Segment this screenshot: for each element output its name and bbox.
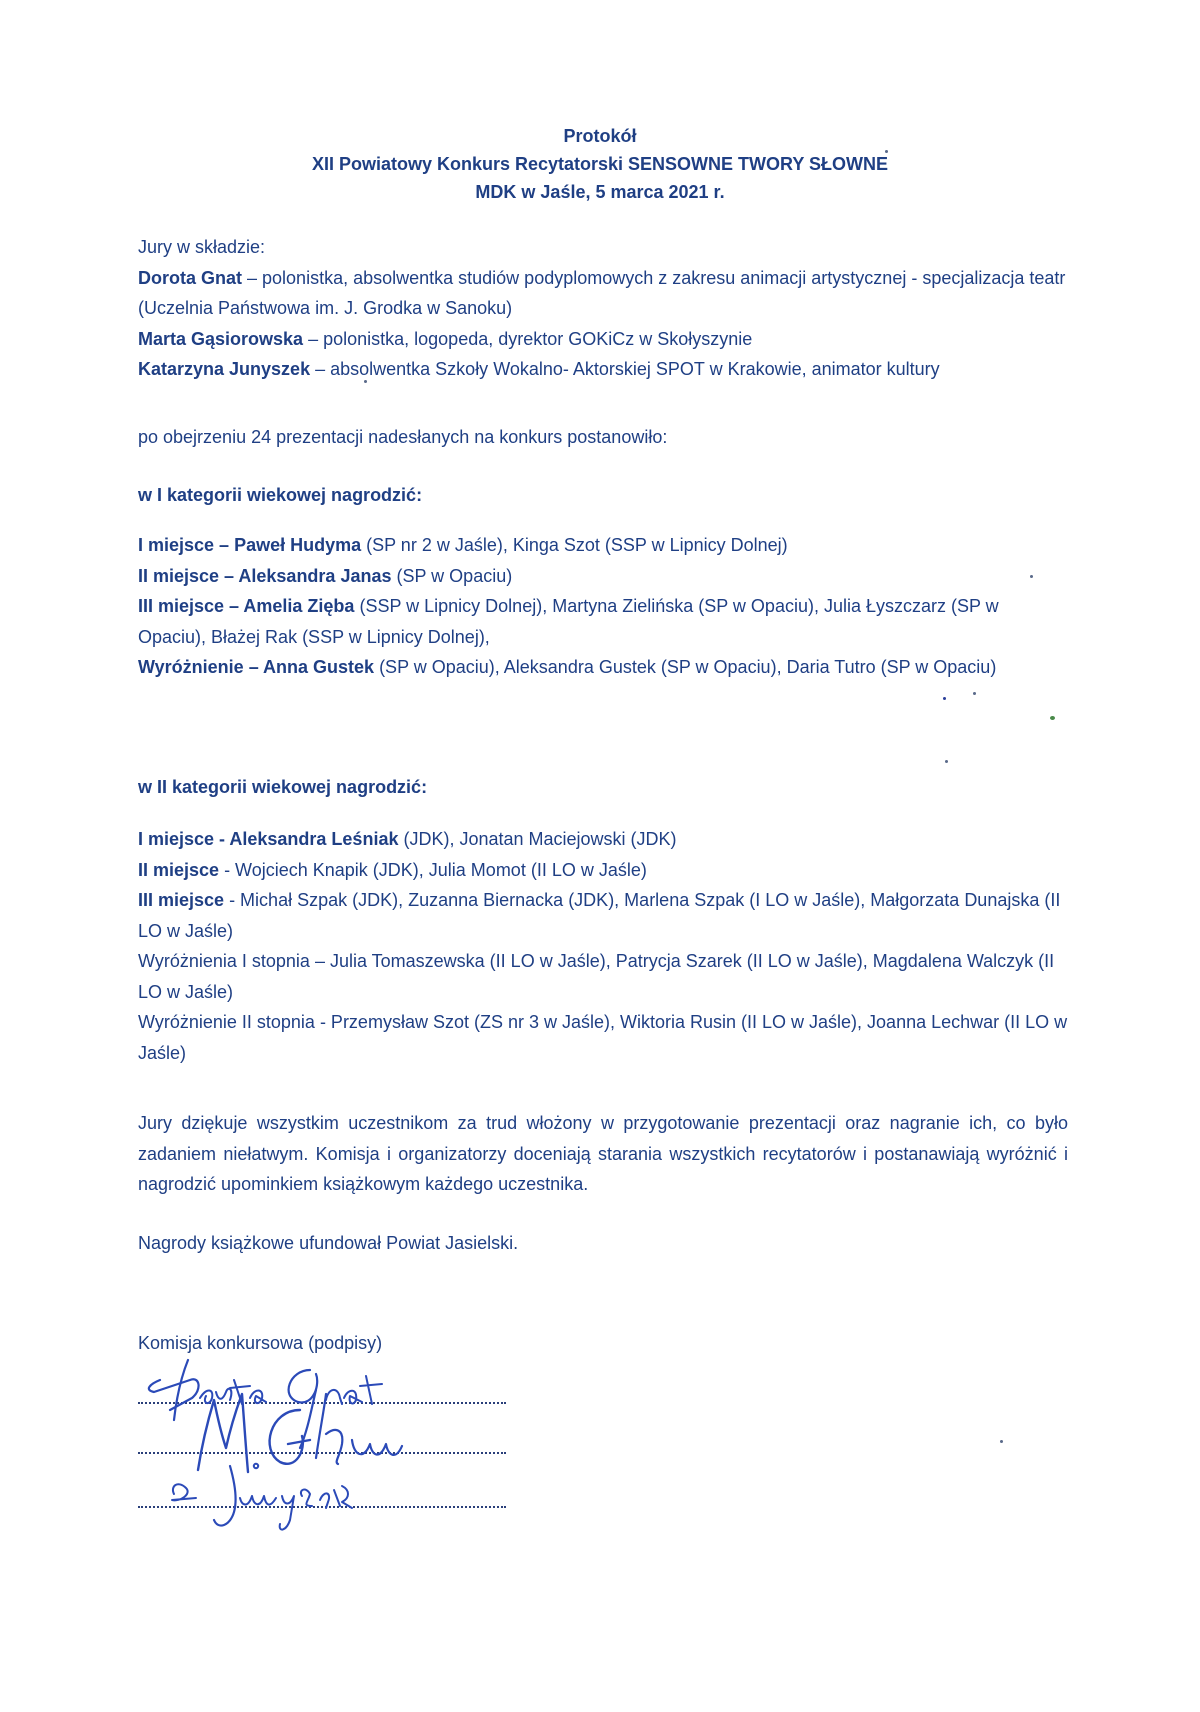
scan-speck [945,760,948,763]
award-label: II miejsce [138,859,220,880]
award-entry [138,530,1068,561]
closing-paragraph: Jury dziękuje wszystkim uczestnikom za trud włożony w przygotowanie prezentacji oraz nagranie ich, co było zadaniem niełatwym. Komisja i organizatorzy doceniają starania wszystkich recytatorów i postanawiają wyróżnić i nagrodzić upominkiem książkowym każdego uczestnika. [138,1113,1068,1194]
scan-speck [1000,1440,1003,1443]
scan-speck [943,697,946,700]
award-entry [138,1007,1068,1068]
category-2-awards [138,824,1068,1068]
award-entry [138,885,1068,946]
jury-member-desc: – polonistka, logopeda, dyrektor GOKiCz w Skołyszynie [303,328,753,349]
award-label: III miejsce [138,890,225,910]
jury-member-name: Dorota Gnat [138,267,243,288]
award-details: (JDK), Jonatan Maciejowski (JDK) [398,829,677,849]
signatures-label: Komisja konkursowa (podpisy) [138,1333,383,1353]
award-label: I miejsce - Aleksandra Leśniak [138,829,399,849]
award-details: – Julia Tomaszewska (II LO w Jaśle), Patrycja Szarek (II LO w Jaśle), Magdalena Walczyk (II LO w Jaśle) [138,951,1055,1002]
jury-member-desc: – absolwentka Szkoły Wokalno- Aktorskiej SPOT w Krakowie, animator kultury [310,359,940,379]
award-details: (SSP w Lipnicy Dolnej), Martyna Zielińska (SP w Opaciu), Julia Łyszczarz (SP w Opaciu), Błażej Rak (SSP w Lipnicy Dolnej), [138,596,999,647]
decision-intro: po obejrzeniu 24 prezentacji nadesłanych na konkurs postanowiło: [138,427,668,447]
scan-speck [364,380,367,383]
funding-note: Nagrody książkowe ufundował Powiat Jasielski. [138,1233,519,1253]
award-details: - Przemysław Szot (ZS nr 3 w Jaśle), Wiktoria Rusin (II LO w Jaśle), Joanna Lechwar (II LO w Jaśle) [138,1012,1068,1063]
award-entry [138,591,1068,652]
award-label: Wyróżnienie – Anna Gustek [138,657,375,677]
award-entry [138,946,1068,1007]
award-label: Wyróżnienie II stopnia [138,1012,315,1032]
award-details: (SP nr 2 w Jaśle), Kinga Szot (SSP w Lipnicy Dolnej) [361,535,788,555]
award-entry [138,652,1068,683]
award-label: II miejsce – Aleksandra Janas [138,565,392,586]
category-2-heading: w II kategorii wiekowej nagrodzić: [138,777,428,797]
award-entry [138,855,1068,886]
jury-member-name: Marta Gąsiorowska [138,328,304,349]
signature-katarzyna-junyszek [172,1466,352,1530]
scan-speck [885,150,888,153]
award-entry [138,561,1068,592]
scan-speck [973,692,976,695]
award-details: - Wojciech Knapik (JDK), Julia Momot (II LO w Jaśle) [219,859,647,880]
venue-date: MDK w Jaśle, 5 marca 2021 r. [475,182,725,202]
scan-speck [1030,575,1033,578]
signature-marta-gasiorowska [198,1394,402,1472]
jury-member [138,324,1068,355]
handwritten-signatures [130,1340,570,1540]
award-label: I miejsce – Paweł Hudyma [138,535,362,555]
award-details: - Michał Szpak (JDK), Zuzanna Biernacka (JDK), Marlena Szpak (I LO w Jaśle), Małgorzata Dunajska (II LO w Jaśle) [138,890,1061,941]
signature-dorota-gnat [149,1360,382,1448]
award-label: Wyróżnienia I stopnia [138,951,310,971]
award-details: (SP w Opaciu), Aleksandra Gustek (SP w Opaciu), Daria Tutro (SP w Opaciu) [374,657,997,677]
jury-member [138,263,1068,324]
jury-member-name: Katarzyna Junyszek [138,359,311,379]
jury-member [138,354,1068,385]
contest-name: XII Powiatowy Konkurs Recytatorski SENSOWNE TWORY SŁOWNE [311,154,889,174]
award-details: (SP w Opaciu) [391,565,513,586]
category-1-awards [138,530,1068,683]
scan-speck [1050,716,1055,720]
jury-heading: Jury w składzie: [138,237,266,257]
jury-member-desc: – polonistka, absolwentka studiów podyplomowych z zakresu animacji artystycznej - specjalizacja teatr (Uczelnia Państwowa im. J. Grodka w Sanoku) [138,267,1066,318]
award-label: III miejsce – Amelia Zięba [138,596,355,616]
category-1-heading: w I kategorii wiekowej nagrodzić: [138,485,423,505]
jury-section [138,232,1068,385]
award-entry [138,824,1068,855]
document-title: Protokół [563,126,637,146]
